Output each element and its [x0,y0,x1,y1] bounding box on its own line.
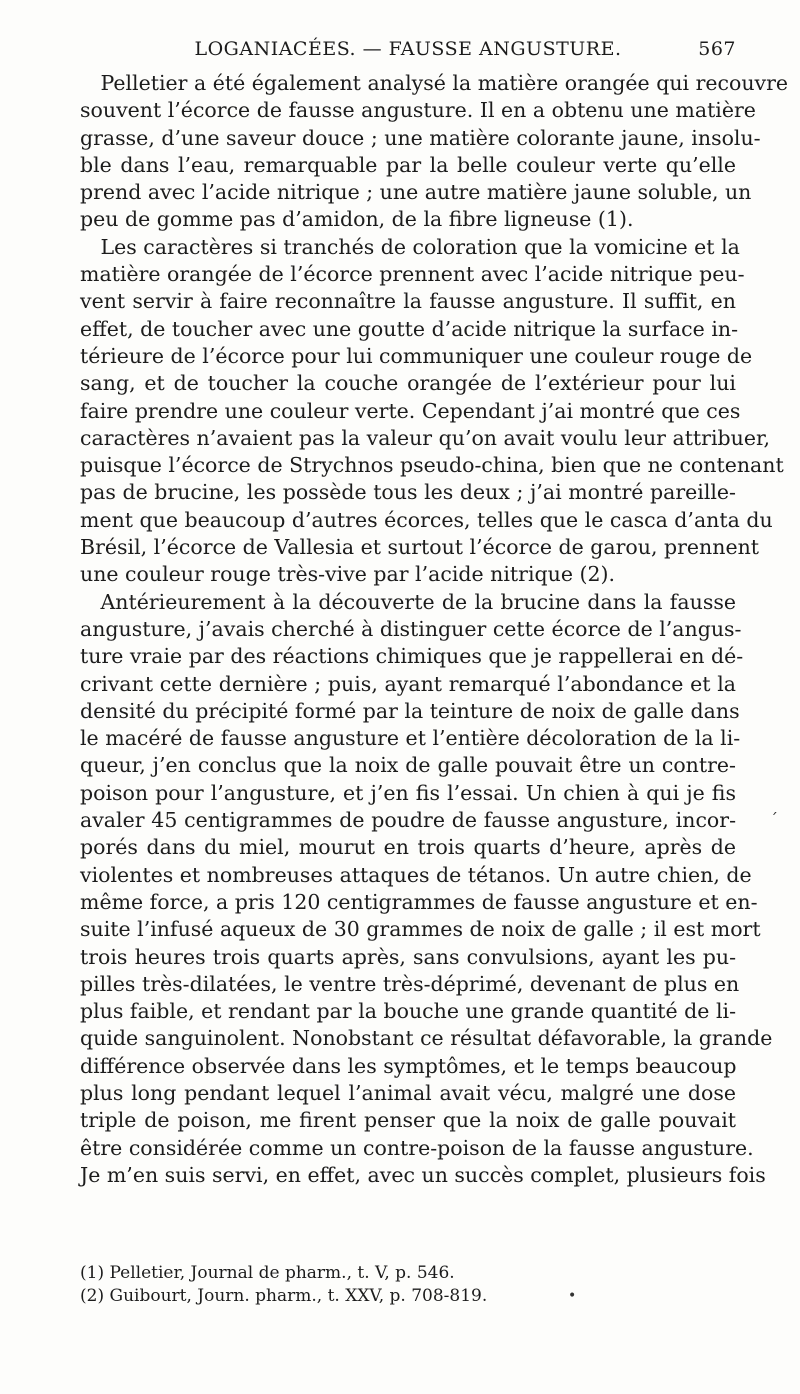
text-line: ment que beaucoup d’autres écorces, telles que le casca d’anta du [80,507,773,532]
footnotes [80,1262,736,1308]
text-line: angusture, j’avais cherché à distinguer cette écorce de l’angus- [80,616,742,641]
text-line: souvent l’écorce de fausse angusture. Il en a obtenu une matière [80,98,756,123]
text-line: grasse, d’une saveur douce ; une matière colorante jaune, insolu- [80,125,761,150]
text-line: poison pour l’angusture, et j’en fis l’essai. Un chien à qui je fis [80,780,736,805]
text-line: crivant cette dernière ; puis, ayant remarqué l’abondance et la [80,671,736,696]
text-line: pilles très-dilatées, le ventre très-déprimé, devenant de plus en [80,971,740,996]
text-line: densité du précipité formé par la teinture de noix de galle dans [80,698,740,723]
margin-mark: ´ [770,810,778,829]
text-line: peu de gomme pas d’amidon, de la fibre ligneuse (1). [80,207,634,232]
text-line: une couleur rouge très-vive par l’acide nitrique (2). [80,562,616,587]
text-line: pas de brucine, les possède tous les deux ; j’ai montré pareille- [80,480,736,505]
paragraph [80,70,789,234]
text-line: caractères n’avaient pas la valeur qu’on avait voulu leur attribuer, [80,425,771,450]
text-line: matière orangée de l’écorce prennent avec l’acide nitrique peu- [80,262,745,287]
text-line: avaler 45 centigrammes de poudre de fausse angusture, incor- [80,808,736,833]
body-text [80,70,789,1189]
text-line: trois heures trois quarts après, sans convulsions, ayant les pu- [80,944,736,969]
text-line: vent servir à faire reconnaître la fausse angusture. Il suffit, en [80,289,736,314]
text-line: différence observée dans les symptômes, et le temps beaucoup [80,1053,737,1078]
ink-spot: • [568,1288,577,1304]
page-number: 567 [698,38,736,60]
paragraph [80,234,784,589]
text-line: faire prendre une couleur verte. Cependant j’ai montré que ces [80,398,741,423]
text-line: triple de poison, me firent penser que la noix de galle pouvait [80,1108,736,1133]
text-line: prend avec l’acide nitrique ; une autre matière jaune soluble, un [80,180,752,205]
text-line: Les caractères si tranchés de coloration que la vomicine et la [100,234,740,259]
text-line: puisque l’écorce de Strychnos pseudo-china, bien que ne contenant [80,453,784,478]
text-line: violentes et nombreuses attaques de tétanos. Un autre chien, de [80,862,752,887]
text-line: Antérieurement à la découverte de la brucine dans la fausse [100,589,736,614]
paragraph [80,589,773,1190]
text-line: effet, de toucher avec une goutte d’acide nitrique la surface in- [80,316,739,341]
footnote: (1) Pelletier, Journal de pharm., t. V, p. 546. [80,1263,455,1283]
text-line: plus long pendant lequel l’animal avait vécu, malgré une dose [80,1080,736,1105]
text-line: porés dans du miel, mourut en trois quarts d’heure, après de [80,835,736,860]
text-line: ble dans l’eau, remarquable par la belle couleur verte qu’elle [80,152,736,177]
text-line: Je m’en suis servi, en effet, avec un succès complet, plusieurs fois [80,1162,766,1187]
text-line: queur, j’en conclus que la noix de galle pouvait être un contre- [80,753,736,778]
page-header [80,38,736,64]
text-line: sang, et de toucher la couche orangée de l’extérieur pour lui [80,371,736,396]
text-line: quide sanguinolent. Nonobstant ce résultat défavorable, la grande [80,1026,773,1051]
text-line: Pelletier a été également analysé la matière orangée qui recouvre [100,71,789,95]
text-line: le macéré de fausse angusture et l’entière décoloration de la li- [80,726,741,751]
running-title: LOGANIACÉES. — FAUSSE ANGUSTURE. [194,38,622,60]
text-line: plus faible, et rendant par la bouche une grande quantité de li- [80,999,736,1024]
text-line: Brésil, l’écorce de Vallesia et surtout l’écorce de garou, prennent [80,535,760,560]
text-line: même force, a pris 120 centigrammes de fausse angusture et en- [80,889,758,914]
text-line: suite l’infusé aqueux de 30 grammes de noix de galle ; il est mort [80,917,761,942]
text-line: être considérée comme un contre-poison de la fausse angusture. [80,1135,754,1160]
text-line: ture vraie par des réactions chimiques que je rappellerai en dé- [80,644,744,669]
text-line: térieure de l’écorce pour lui communiquer une couleur rouge de [80,343,753,368]
footnote: (2) Guibourt, Journ. pharm., t. XXV, p. 708-819. [80,1286,488,1306]
